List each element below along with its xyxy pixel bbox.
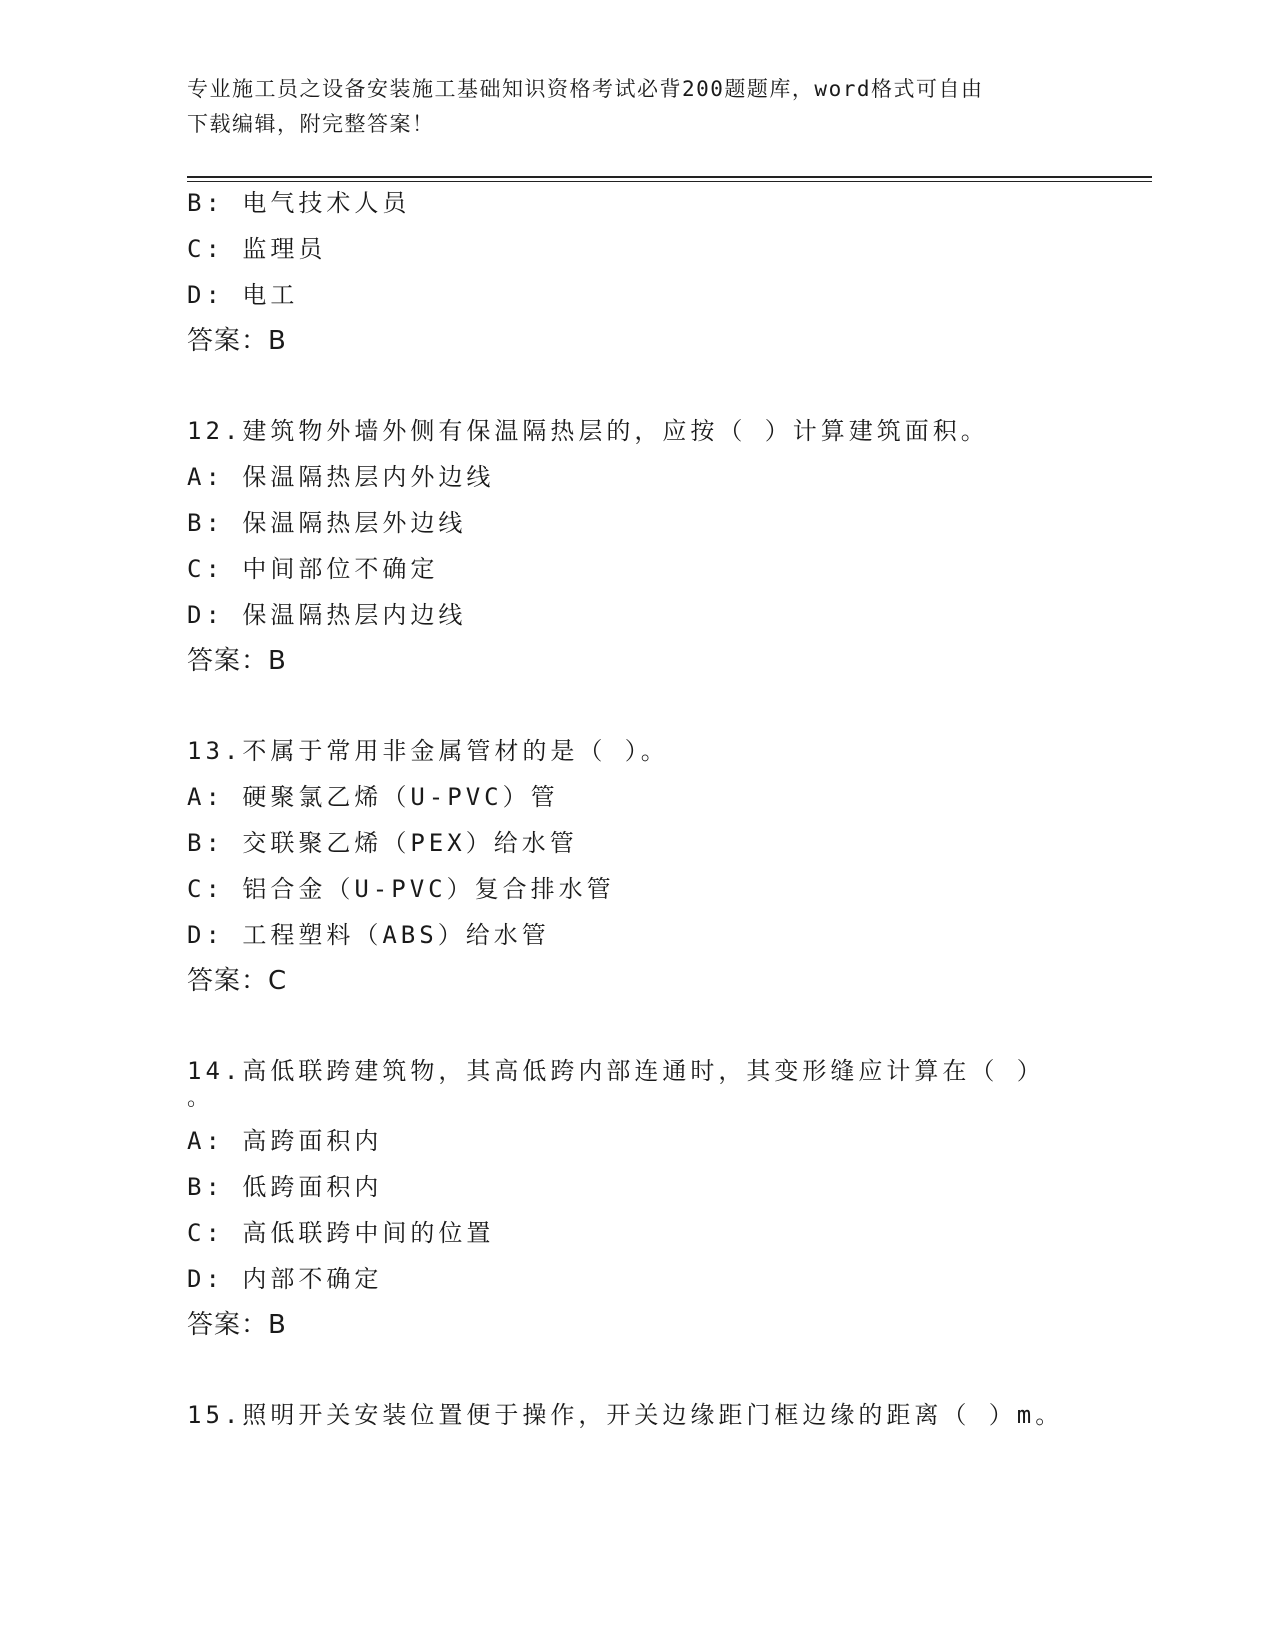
- answer: 答案：B: [187, 646, 287, 676]
- option-c: C: 铝合金（U-PVC）复合排水管: [187, 875, 615, 903]
- question-text: 13.不属于常用非金属管材的是（ ）。: [187, 737, 669, 765]
- answer: 答案：B: [187, 326, 287, 356]
- header-divider-thick: [187, 176, 1152, 178]
- question-14: [187, 1056, 1087, 1356]
- document-header: [187, 72, 1087, 142]
- option-b: B: 保温隔热层外边线: [187, 509, 467, 537]
- option-d: D: 内部不确定: [187, 1265, 383, 1293]
- option-d: D: 电工: [187, 281, 299, 309]
- question-text-tail: 。: [187, 1086, 210, 1111]
- option-b: B: 电气技术人员: [187, 189, 411, 217]
- answer: 答案：B: [187, 1310, 287, 1340]
- header-divider-thin: [187, 181, 1152, 182]
- header-line-1: 专业施工员之设备安装施工基础知识资格考试必背200题题库，word格式可自由: [187, 77, 984, 101]
- option-a: A: 高跨面积内: [187, 1127, 383, 1155]
- question-text: 15.照明开关安装位置便于操作，开关边缘距门框边缘的距离（ ）m。: [187, 1401, 1064, 1429]
- option-c: C: 高低联跨中间的位置: [187, 1219, 495, 1247]
- question-13: [187, 736, 1087, 1012]
- question-15: [187, 1400, 1087, 1446]
- question-11: [187, 188, 1087, 372]
- question-12: [187, 416, 1087, 692]
- header-line-2: 下载编辑，附完整答案！: [187, 112, 435, 136]
- option-b: B: 低跨面积内: [187, 1173, 383, 1201]
- option-b: B: 交联聚乙烯（PEX）给水管: [187, 829, 578, 857]
- option-a: A: 硬聚氯乙烯（U-PVC）管: [187, 783, 559, 811]
- question-text: 14.高低联跨建筑物，其高低跨内部连通时，其变形缝应计算在（ ）: [187, 1057, 1045, 1085]
- question-text: 12.建筑物外墙外侧有保温隔热层的，应按（ ）计算建筑面积。: [187, 417, 989, 445]
- option-a: A: 保温隔热层内外边线: [187, 463, 495, 491]
- question-list: [187, 188, 1087, 1446]
- option-c: C: 监理员: [187, 235, 327, 263]
- option-d: D: 保温隔热层内边线: [187, 601, 467, 629]
- answer: 答案：C: [187, 966, 288, 996]
- option-d: D: 工程塑料（ABS）给水管: [187, 921, 550, 949]
- option-c: C: 中间部位不确定: [187, 555, 439, 583]
